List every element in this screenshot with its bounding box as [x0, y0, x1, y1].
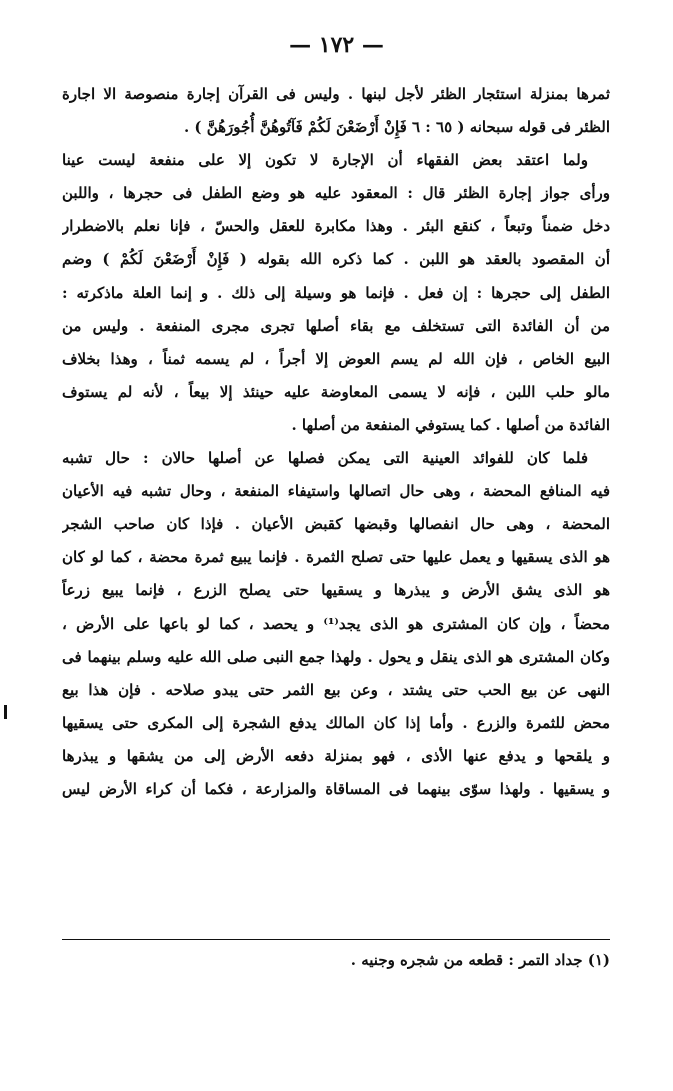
- text-line: الظئر فى قوله سبحانه ( ٦٥ : ٦ فَإِنْ أَرْضَعْنَ لَكُمْ فَآتُوهُنَّ أُجُورَهُنَّ ) .: [183, 118, 610, 137]
- text-line: أن المقصود بالعقد هو اللبن . كما ذكره الله بقوله ( فَإِنْ أَرْضَعْنَ لَكُمْ ) وضم: [62, 250, 610, 269]
- text-line: ثمرها بمنزلة استئجار الظئر لأجل لبنها . وليس فى القرآن إجارة منصوصة الا اجارة: [62, 85, 610, 103]
- text-line: مالو حلب اللبن ، فإنه لا يسمى المعاوضة عليه حينئذ إلا بيعاً ، لأنه لم يستوف: [62, 382, 610, 401]
- text-line: هو الذى يشق الأرض و يبذرها و يسقيها حتى يصلح الزرع ، فإنما يبيع زرعاً: [62, 581, 610, 600]
- text-line: البيع الخاص ، فإن الله لم يسم العوض إلا أجراً ، لم يسمه ثمناً ، وهذا بخلاف: [62, 349, 610, 368]
- text-line: دخل ضمناً وتبعاً ، كنقع البئر . وهذا مكابرة للعقل والحسّ ، فإنا نعلم بالاضطرار: [62, 217, 610, 236]
- text-line: و يلقحها و يدفع عنها الأذى ، فهو بمنزلة دفعه الأرض إلى من يشقها و يبذرها: [62, 746, 610, 765]
- footnote-divider: [62, 939, 610, 940]
- text-line: ولما اعتقد بعض الفقهاء أن الإجارة لا تكون إلا على منفعة ليست عينا: [62, 151, 588, 170]
- text-line: و يسقيها . ولهذا سوّى بينهما فى المساقاة والمزارعة ، فكما أن كراء الأرض ليس: [62, 779, 610, 798]
- text-line: فلما كان للفوائد العينية التى يمكن فصلها عن أصلها حالان : حال تشبه: [62, 449, 588, 468]
- margin-mark: [4, 705, 7, 719]
- body-text: [62, 78, 610, 806]
- text-line: وكان المشترى هو الذى ينقل و يحول . ولهذا جمع النبى صلى الله عليه وسلم بينهما فى: [62, 647, 610, 666]
- page-number: — ١٧٢ —: [289, 32, 384, 58]
- text-line: هو الذى يسقيها و يعمل عليها حتى تصلح الثمرة . فإنما يبيع ثمرة محضة ، كما لو كان: [62, 548, 610, 567]
- text-line: المحضة ، وهى حال انفصالها وقبضها كقبض الأعيان . فإذا كان صاحب الشجر: [62, 515, 610, 534]
- text-line: الفائدة من أصلها . كما يستوفي المنفعة من أصلها .: [291, 415, 610, 434]
- text-line: محض للثمرة والزرع . وأما إذا كان المالك يدفع الشجرة إلى المكرى حتى يسقيها: [62, 713, 610, 732]
- text-line: من أن الفائدة التى تستخلف مع بقاء أصلها تجرى مجرى المنفعة . وليس من: [62, 316, 610, 335]
- text-line: فيه المنافع المحضة ، وهى حال اتصالها واستيفاء المنفعة ، وحال تشبه فيه الأعيان: [62, 482, 610, 501]
- text-line: ورأى جواز إجارة الظئر قال : المعقود عليه هو وضع الطفل فى حجرها ، واللبن: [62, 184, 610, 203]
- text-line: النهى عن بيع الحب حتى يشتد ، وعن بيع الثمر حتى يبدو صلاحه . فإن هذا بيع: [62, 680, 610, 699]
- text-line: الطفل إلى حجرها : إن فعل . فإنما هو وسيلة إلى ذلك . و إنما العلة ماذكرته :: [62, 283, 610, 302]
- footnote: (١) جداد التمر : قطعه من شجره وجنيه .: [350, 951, 610, 969]
- text-line: محضاً ، وإن كان المشترى هو الذى يجد⁽¹⁾ و يحصد ، كما لو باعها على الأرض ،: [62, 614, 610, 633]
